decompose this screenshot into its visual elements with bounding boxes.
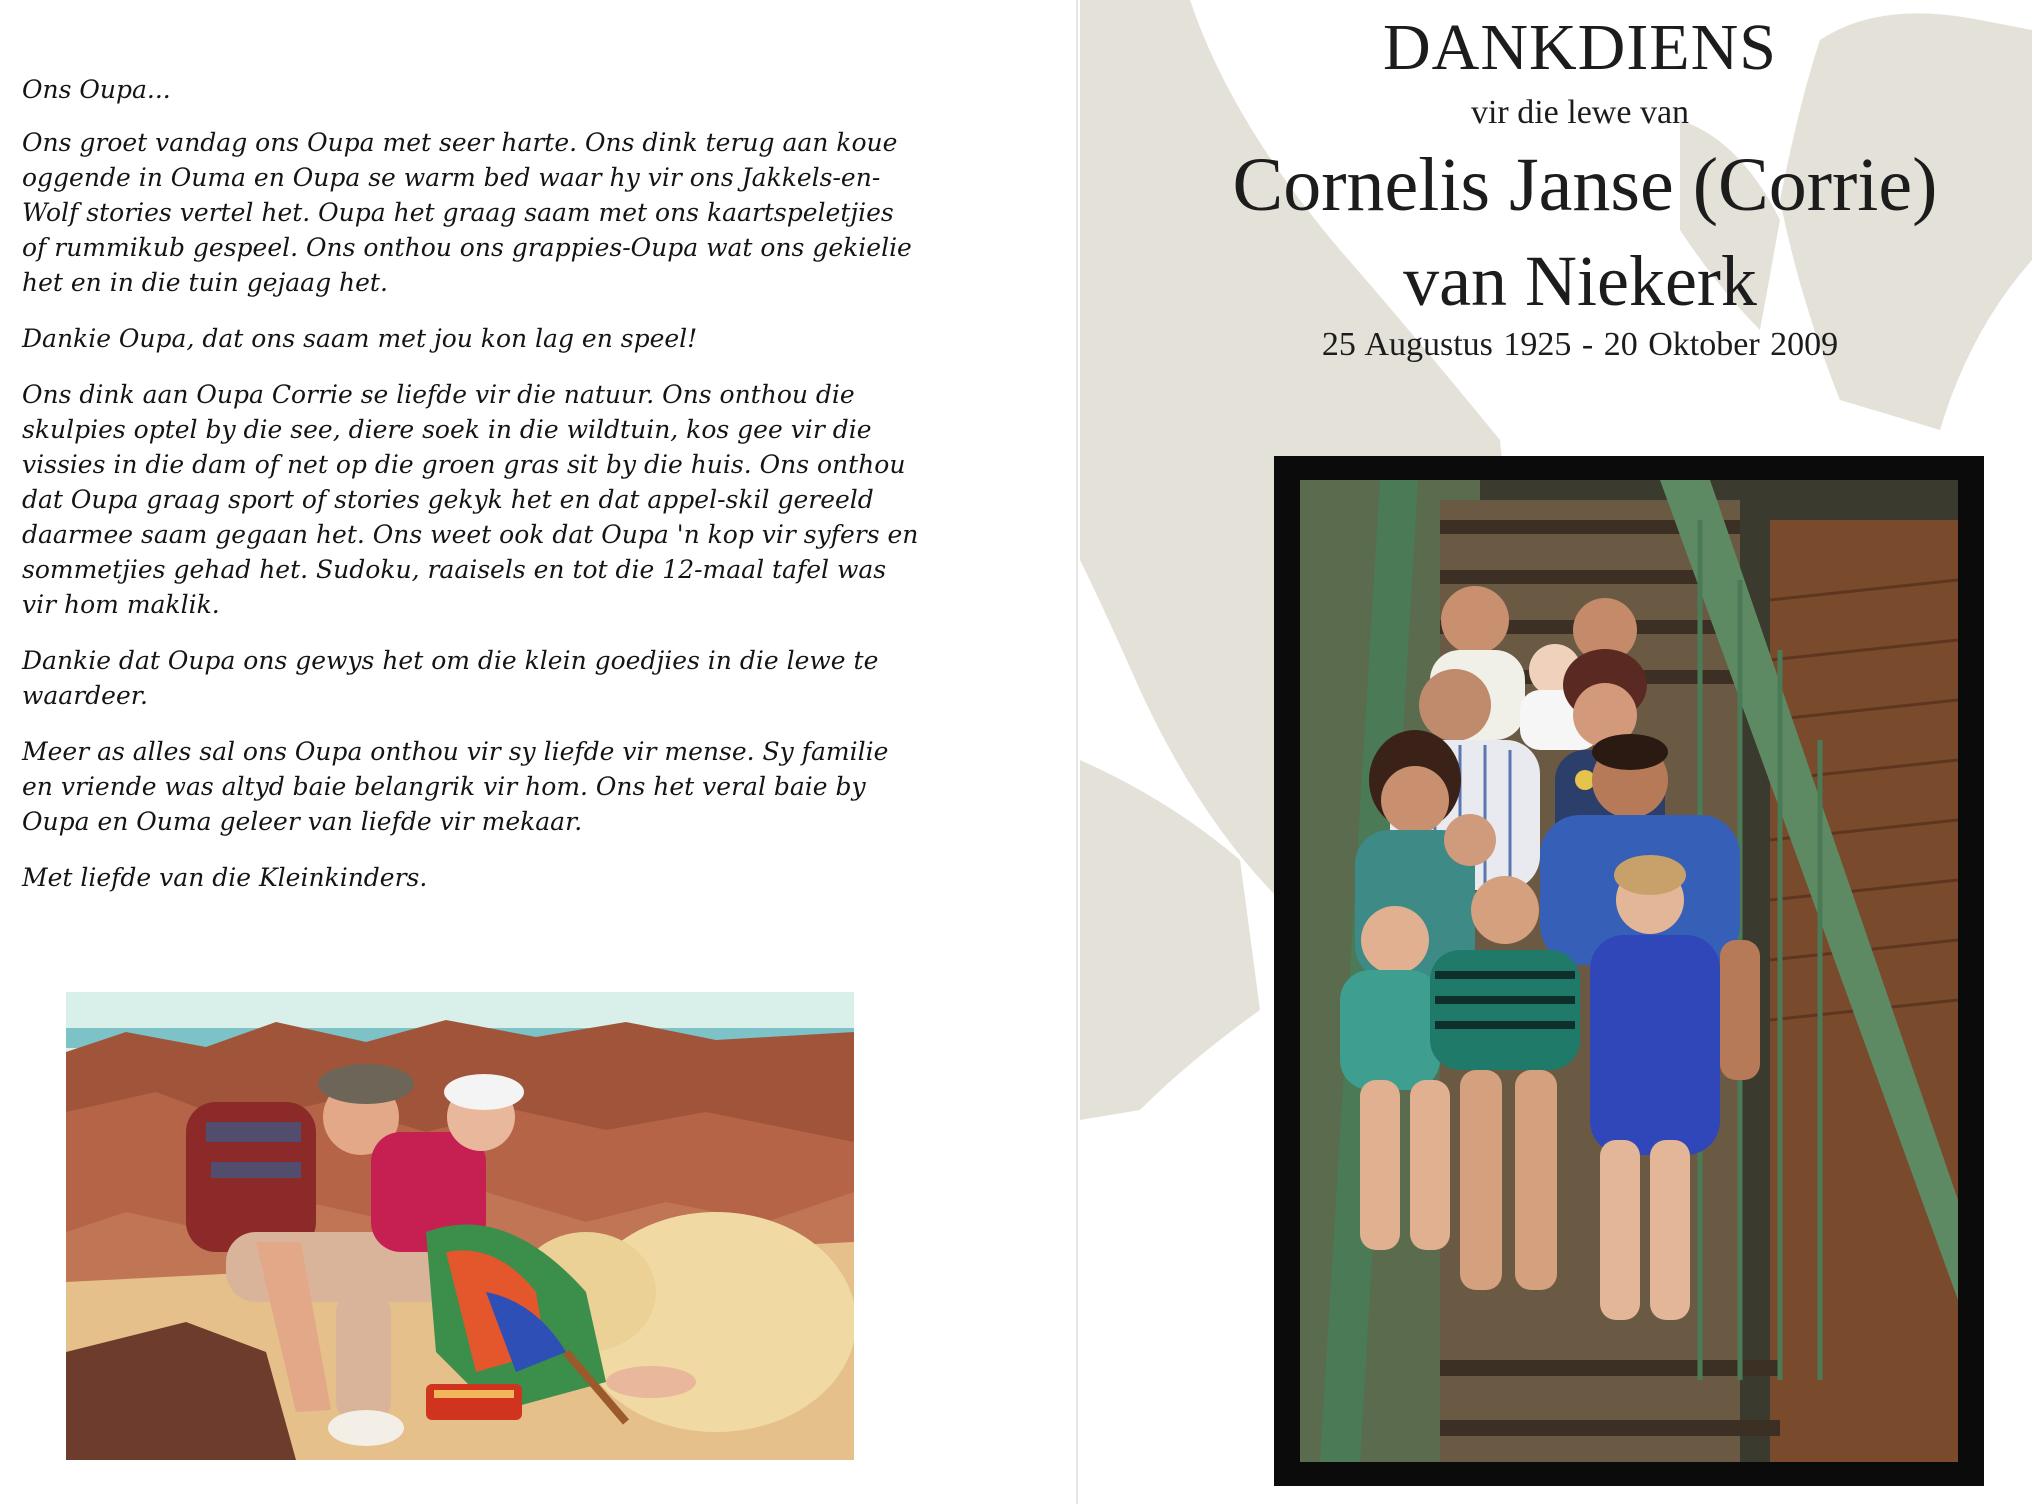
deceased-name-line2: van Niekerk <box>1403 241 1757 321</box>
page-fold <box>1076 0 1078 1504</box>
family-photo <box>1300 480 1958 1462</box>
tribute-signoff: Met liefde van die Kleinkinders. <box>22 863 428 892</box>
service-heading: DANKDIENS <box>1383 11 1777 84</box>
deceased-name-line1: Cornelis Janse (Corrie) <box>1232 143 1938 227</box>
tribute-paragraph: Dankie dat Oupa ons gewys het om die klein goedjies in die lewe te waardeer. <box>22 646 879 710</box>
tribute-paragraph: Ons groet vandag ons Oupa met seer harte. Ons dink terug aan koue oggende in Ouma en Oupa se warm bed waar hy vir ons Jakkels-en-Wolf stories vertel het. Oupa het graag saam met ons kaartspeletjies of rummikub gespeel. Ons onthou ons grappies-Oupa wat ons gekielie het en in die tuin gejaag het. <box>22 128 912 297</box>
tribute-paragraph: Meer as alles sal ons Oupa onthou vir sy liefde vir mense. Sy familie en vriende was altyd baie belangrik vir hom. Ons het veral baie by Oupa en Ouma geleer van liefde vir mekaar. <box>22 737 889 836</box>
beach-photo <box>66 992 854 1460</box>
family-photo-frame <box>1274 456 1984 1486</box>
tribute-paragraph: Ons dink aan Oupa Corrie se liefde vir die natuur. Ons onthou die skulpies optel by die see, diere soek in die wildtuin, kos gee vir die vissies in die dam of net op die groen gras sit by die huis. Ons onthou dat Oupa graag sport of stories gekyk het en dat appel-skil gereeld daarmee saam gegaan het. Ons weet ook dat Oupa 'n kop vir syfers en sommetjies gehad het. Sudoku, raaisels en tot die 12-maal tafel was vir hom maklik. <box>22 380 919 619</box>
tribute-paragraph: Dankie Oupa, dat ons saam met jou kon lag en speel! <box>22 324 698 353</box>
tribute-paragraph: Ons Oupa... <box>22 75 171 104</box>
right-page <box>1080 0 2032 1504</box>
tribute-text <box>22 72 922 916</box>
service-subheading: vir die lewe van <box>1470 94 1690 131</box>
life-dates: 25 Augustus 1925 - 20 Oktober 2009 <box>1321 326 1839 363</box>
